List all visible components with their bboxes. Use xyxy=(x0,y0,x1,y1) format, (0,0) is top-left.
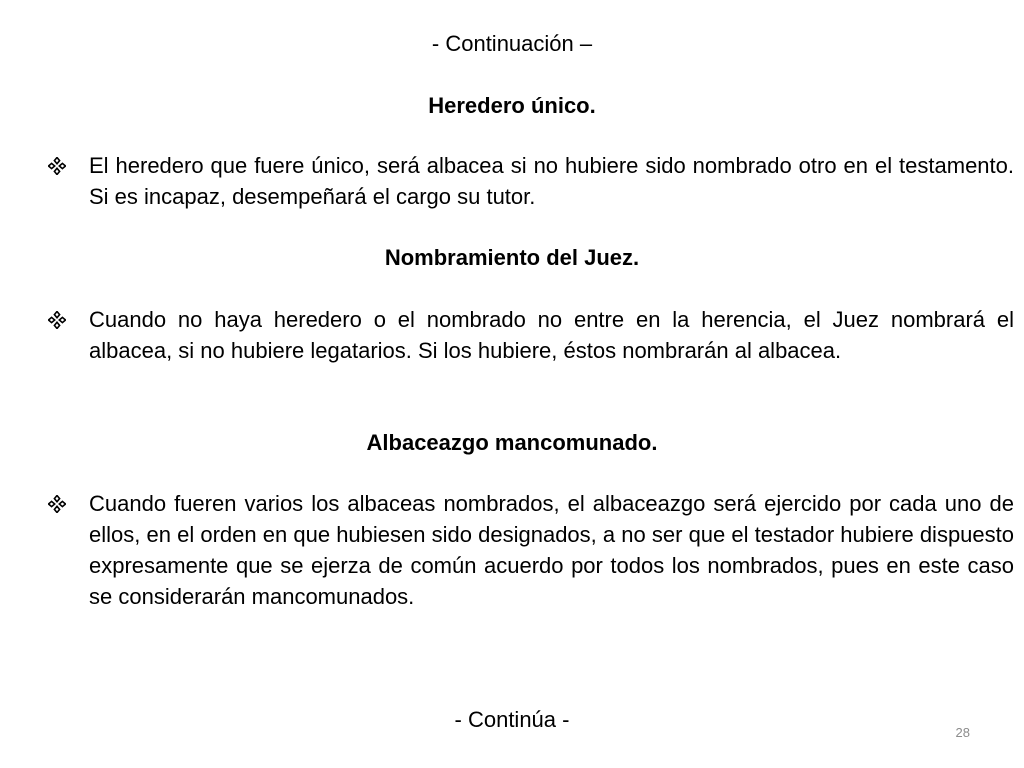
four-diamond-bullet-icon xyxy=(46,304,68,335)
page-number: 28 xyxy=(955,725,970,740)
continuation-header: - Continuación – xyxy=(431,31,593,56)
section-heading-nombramiento-juez: Nombramiento del Juez. xyxy=(384,245,640,270)
four-diamond-bullet-icon xyxy=(46,150,68,181)
bullet-text: Cuando fueren varios los albaceas nombrados, el albaceazgo será ejercido por cada uno de ellos, en el orden en que hubiesen sido designados, a no ser que el testador hubiere dispuesto expresamente que se ejerza de común acuerdo por todos los nombrados, pues en este caso se considerarán mancomunados. xyxy=(89,491,1014,609)
four-diamond-bullet-icon xyxy=(46,488,68,519)
section-heading-albaceazgo-mancomunado: Albaceazgo mancomunado. xyxy=(366,430,658,455)
bullet-text: Cuando no haya heredero o el nombrado no entre en la herencia, el Juez nombrará el albacea, si no hubiere legatarios. Si los hubiere, éstos nombrarán al albacea. xyxy=(89,307,1014,363)
continues-footer: - Continúa - xyxy=(454,707,570,732)
section-heading-heredero-unico: Heredero único. xyxy=(428,93,596,118)
bullet-text: El heredero que fuere único, será albacea si no hubiere sido nombrado otro en el testamento. Si es incapaz, desempeñará el cargo su tutor. xyxy=(89,153,1014,209)
